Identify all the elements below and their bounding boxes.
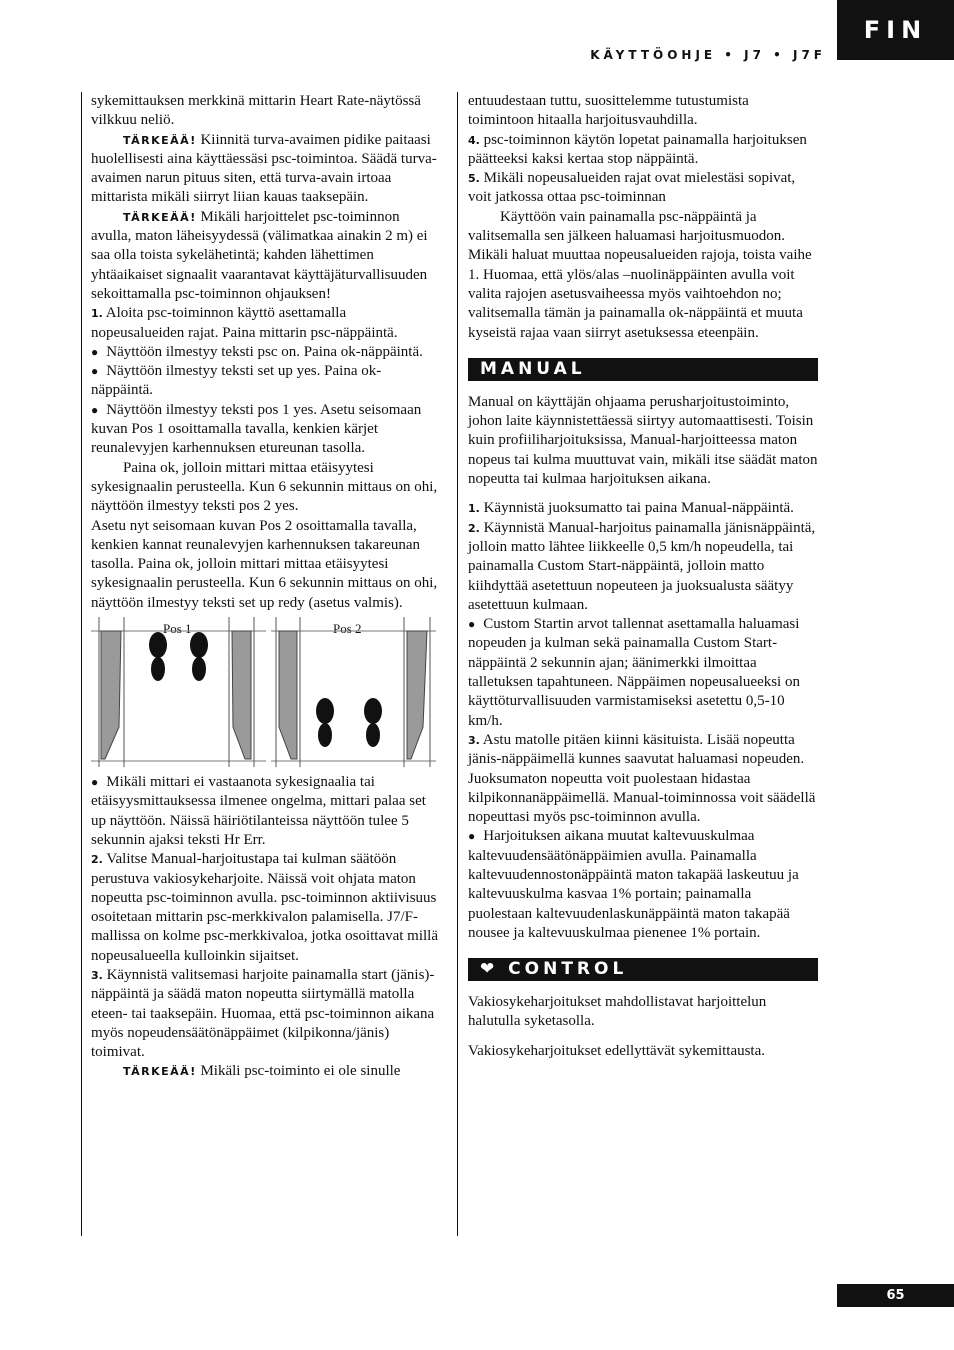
warning-label: TÄRKEÄÄ! — [123, 133, 197, 147]
left-column — [91, 92, 443, 1082]
step-2: 2. Valitse Manual-harjoitustapa tai kulman säätöön perustuva vakiosykeharjoite. Näissä voit ohjata maton nopeutta psc-toiminnon avulla. psc-toiminnon aktiivisuus osoitetaan mittarin psc-merkkivalon palamisella. J7/F-mallissa on kolme psc-merkkivaloa, jotka osoittavat millä nopeusalueella kulloinkin sijaitset. — [91, 851, 439, 964]
center-rule — [457, 92, 458, 1236]
bullet-item: ● Custom Startin arvot tallennat asettamalla haluamasi nopeuden ja kulman sekä painamalla Custom Start-näppäintä 2 sekunnin ajan; äänimerkki ilmoittaa talletuksen tapahtuneen. Näppäimen nopeusalueeksi on käyttöturvallisuuden varmistamiseksi asetettu 0,5-10 km/h. — [468, 615, 818, 731]
bullet-item: ● Näyttöön ilmestyy teksti pos 1 yes. Asetu seisomaan kuvan Pos 1 osoittamalla tavalla, kenkien kärjet reunalevyjen karhennuksen etureunan tasolla. — [91, 401, 443, 459]
section-heading-control: ❤ CONTROL — [468, 958, 818, 981]
foot-position-illustration — [91, 617, 441, 767]
step-5: 5. Mikäli nopeusalueiden rajat ovat mielestäsi sopivat, voit jatkossa ottaa psc-toiminnan — [468, 170, 796, 206]
right-column — [468, 92, 818, 1061]
paragraph: Manual on käyttäjän ohjaama perusharjoitustoiminto, johon laite käynnistettäessä siirtyy automaattisesti. Toisin kuin profiiliharjoituksissa, Manual-harjoitteessa maton nopeus tai kulma muuttuvat vain, mikäli itse säädät maton nopeutta tai kulmaa harjoituksen aikana. — [468, 393, 818, 488]
warning-paragraph: TÄRKEÄÄ! Mikäli harjoittelet psc-toiminnon avulla, maton läheisyydessä (välimatkaa ainakin 2 m) ei saa olla toista sykelähetintä; kahden lähettimen yhtäaikaiset signaalit vaarantavat käyttäjäturvallisuuden sekoittamalla psc-toiminnon ohjauksen! — [91, 208, 428, 302]
paragraph: sykemittauksen merkkinä mittarin Heart Rate-näytössä vilkkuu neliö. — [91, 93, 421, 129]
bullet-item: ● Mikäli mittari ei vastaanota sykesignaalia tai etäisyysmittauksessa ilmenee ongelma, mittari palaa set up näyttöön. Näissä häiriötilanteissa näyttöön tulee 5 sekunnin ajaksi teksti Hr Err. — [91, 773, 443, 850]
step-3: 3. Käynnistä valitsemasi harjoite painamalla start (jänis)-näppäintä ja säädä maton nopeutta siirtymällä matolla eteen- tai taaksepäin. Huomaa, että psc-toiminnon aikana myös nopeudensäätönäppäimet (kilpikonna/jänis) toimivat. — [91, 966, 435, 1061]
paragraph: Vakiosykeharjoitukset edellyttävät sykemittausta. — [468, 1042, 766, 1059]
bullet-item: ● Näyttöön ilmestyy teksti set up yes. Paina ok-näppäintä. — [91, 362, 443, 401]
step-4: 4. psc-toiminnon käytön lopetat painamalla harjoituksen päätteeksi kaksi kertaa stop näppäintä. — [468, 131, 807, 167]
step-2: 2. Käynnistä Manual-harjoitus painamalla jänisnäppäintä, jolloin matto lähtee liikkeelle 0,5 km/h nopeudella, tai painamalla Custom Start-näppäintä, jolloin matto kiihdyttää asetettuun nopeuteen ja juoksualusta säätyy asetettuun kulmaan. — [468, 519, 816, 613]
step-1: 1. Käynnistä juoksumatto tai paina Manual-näppäintä. — [468, 500, 794, 517]
step-1: 1. Aloita psc-toiminnon käyttö asettamalla nopeusalueiden rajat. Paina mittarin psc-näppäintä. — [91, 305, 398, 341]
section-heading-manual: MANUAL — [468, 358, 818, 381]
running-header: KÄYTTÖOHJE • J7 • J7F — [590, 48, 826, 62]
warning-label: TÄRKEÄÄ! — [123, 1065, 197, 1079]
paragraph: entuudestaan tuttu, suosittelemme tutustumista toimintoon hitaalla harjoitusvauhdilla. — [468, 93, 749, 129]
warning-label: TÄRKEÄÄ! — [123, 210, 197, 224]
paragraph: Käyttöön vain painamalla psc-näppäintä ja valitsemalla sen jälkeen haluamasi harjoitusmuodon. Mikäli haluat muuttaa nopeusalueiden rajoja, toista vaihe 1. Huomaa, että ylös/alas –nuolinäppäinten avulla voit valita rajojen asetusvaiheessa myös vaihtoehdon no; valitsemalla tämän ja painamalla ok-näppäintä et muuta kyseistä rajaa vaan siirryt asetuksessa eteenpäin. — [468, 208, 812, 341]
foot-position-figure — [91, 617, 443, 767]
paragraph: Vakiosykeharjoitukset mahdollistavat harjoittelun halutulla syketasolla. — [468, 994, 767, 1030]
pos1-label: Pos 1 — [163, 621, 192, 637]
step-3: 3. Astu matolle pitäen kiinni käsituista. Lisää nopeutta jänis-näppäimellä kunnes saavutat haluamasi nopeuden. Juoksumaton nopeutta voit puolestaan hidastaa kilpikonnanäppäimellä. Manual-toiminnossa voit säädellä nopeuttasi myös psc-toiminnon avulla. — [468, 731, 816, 826]
paragraph: Paina ok, jolloin mittari mittaa etäisyytesi sykesignaalin perusteella. Kun 6 sekunnin mittaus on ohi, näyttöön ilmestyy teksti pos 2 yes. — [91, 459, 438, 515]
warning-paragraph: TÄRKEÄÄ! Mikäli psc-toiminto ei ole sinulle — [123, 1063, 401, 1080]
paragraph: Asetu nyt seisomaan kuvan Pos 2 osoittamalla tavalla, kenkien kannat reunalevyjen karhennuksen takareunan tasolla. Paina ok, jolloin mittari mittaa etäisyytesi sykesignaalin perusteella. Kun 6 sekunnin mittaus on ohi, näyttöön ilmestyy teksti set up redy (asetus valmis). — [91, 517, 438, 611]
bullet-item: ● Harjoituksen aikana muutat kaltevuuskulmaa kaltevuudensäätönäppäimien avulla. Painamalla kaltevuudennostonäppäintä maton takapää laskeutuu ja kaltevuuskulma kasvaa 1% portain; painamalla puolestaan kaltevuudenlaskunäppäintä maton takapää nousee ja kaltevuuskulmaa pienenee 1% portain. — [468, 827, 818, 943]
language-tab: FIN — [837, 0, 954, 60]
left-rule — [81, 92, 82, 1236]
page-number: 65 — [837, 1284, 954, 1307]
pos2-label: Pos 2 — [333, 621, 362, 637]
bullet-item: ● Näyttöön ilmestyy teksti psc on. Paina ok-näppäintä. — [91, 343, 443, 362]
warning-paragraph: TÄRKEÄÄ! Kiinnitä turva-avaimen pidike paitaasi huolellisesti aina käyttäessäsi psc-toimintoa. Säädä turva-avaimen narun pituus siten, että turva-avain irtoaa mittarista mikäli siirryt liian kauas taaksepäin. — [91, 131, 437, 206]
